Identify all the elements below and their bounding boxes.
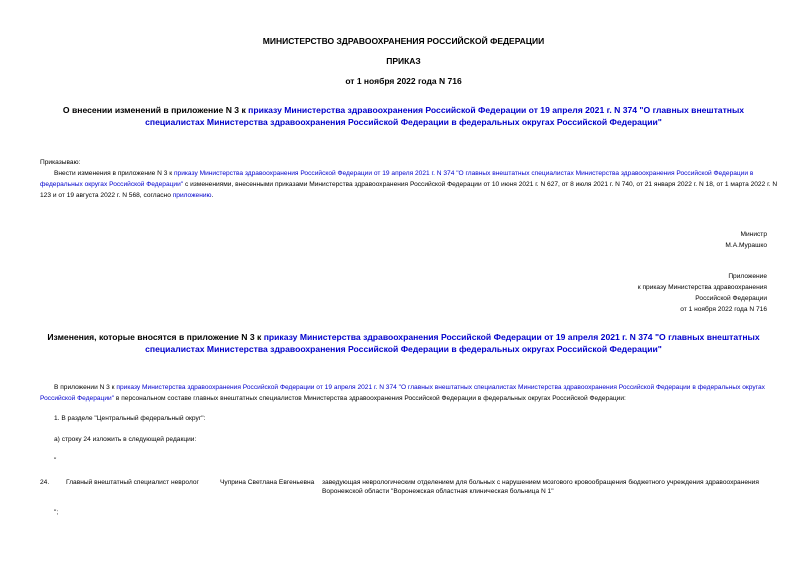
document-title [40,104,767,128]
annex-label: Приложение [728,273,767,280]
changes-title [40,331,767,355]
annex-ref-line2: к приказу Министерства здравоохранения [637,284,767,291]
document-date: от 1 ноября 2022 года N 716 [345,76,462,86]
order-intro: Приказываю: [40,159,81,166]
open-quote: " [54,457,57,464]
title-prefix: О внесении изменений в приложение N 3 к [62,105,249,115]
order-paragraph [40,168,785,201]
changes-ref-link[interactable]: приказу Министерства здравоохранения Российской Федерации от 19 апреля 2021 г. N 374 "О главных внештатных специалистах Министерства здравоохранения Российской Федерации в федеральных округах Российской Федерации" [40,384,765,402]
row-person: Чуприна Светлана Евгеньевна [220,479,315,486]
title-order-link[interactable]: приказу Министерства здравоохранения Российской Федерации от 19 апреля 2021 г. N 374 "О главных внештатных специалистах Министерства здравоохранения Российской Федерации в федеральных округах Российской Федерации" [145,105,745,127]
order-text-a: Внести изменения в приложение N 3 к [54,170,174,177]
order-ref-link[interactable]: приказу Министерства здравоохранения Российской Федерации от 19 апреля 2021 г. N 374 "О главных внештатных специалистах Министерства здравоохранения Российской Федерации в федеральных округах Российской Федерации" [40,170,754,188]
changes-item-1: 1. В разделе "Центральный федеральный округ": [54,415,206,422]
changes-item-1a: а) строку 24 изложить в следующей редакции: [54,436,197,443]
changes-title-prefix: Изменения, которые вносятся в приложение N 3 к [47,332,264,342]
annex-link[interactable]: приложению [172,192,212,199]
signature-name: М.А.Мурашко [725,242,767,249]
row-workplace: заведующая неврологическим отделением для больных с нарушением мозгового кровообращения бюджетного учреждения здравоохранения Воронежской области "Воронежская областная клиническая больница N 1" [322,479,759,495]
row-number: 24. [40,479,50,486]
document-type: ПРИКАЗ [386,56,421,66]
close-quote: "; [54,509,59,516]
annex-ref-line3: Российской Федерации [695,295,767,302]
ministry-heading: МИНИСТЕРСТВО ЗДРАВООХРАНЕНИЯ РОССИЙСКОЙ ФЕДЕРАЦИИ [262,36,545,46]
order-text-b: с изменениями, внесенными приказами Министерства здравоохранения Российской Федерации от 10 июня 2021 г. N 627, от 8 июля 2021 г. N 740, от 21 января 2022 г. N 18, от 1 марта 2022 г. N 123 и от 19 августа 2022 г. N 568, согласно [40,181,778,199]
changes-paragraph [40,382,785,404]
order-text-c: . [211,192,214,199]
changes-text-b: в персональном составе главных внештатных специалистов Министерства здравоохранения Российской Федерации в федеральных округах Российской Федерации: [114,395,626,402]
row-position: Главный внештатный специалист невролог [66,479,199,486]
changes-text-a: В приложении N 3 к [54,384,117,391]
changes-title-link[interactable]: приказу Министерства здравоохранения Российской Федерации от 19 апреля 2021 г. N 374 "О главных внештатных специалистах Министерства здравоохранения Российской Федерации в федеральных округах Российской Федерации" [145,332,760,354]
signature-position: Министр [740,231,767,238]
annex-ref-line4: от 1 ноября 2022 года N 716 [680,306,767,313]
